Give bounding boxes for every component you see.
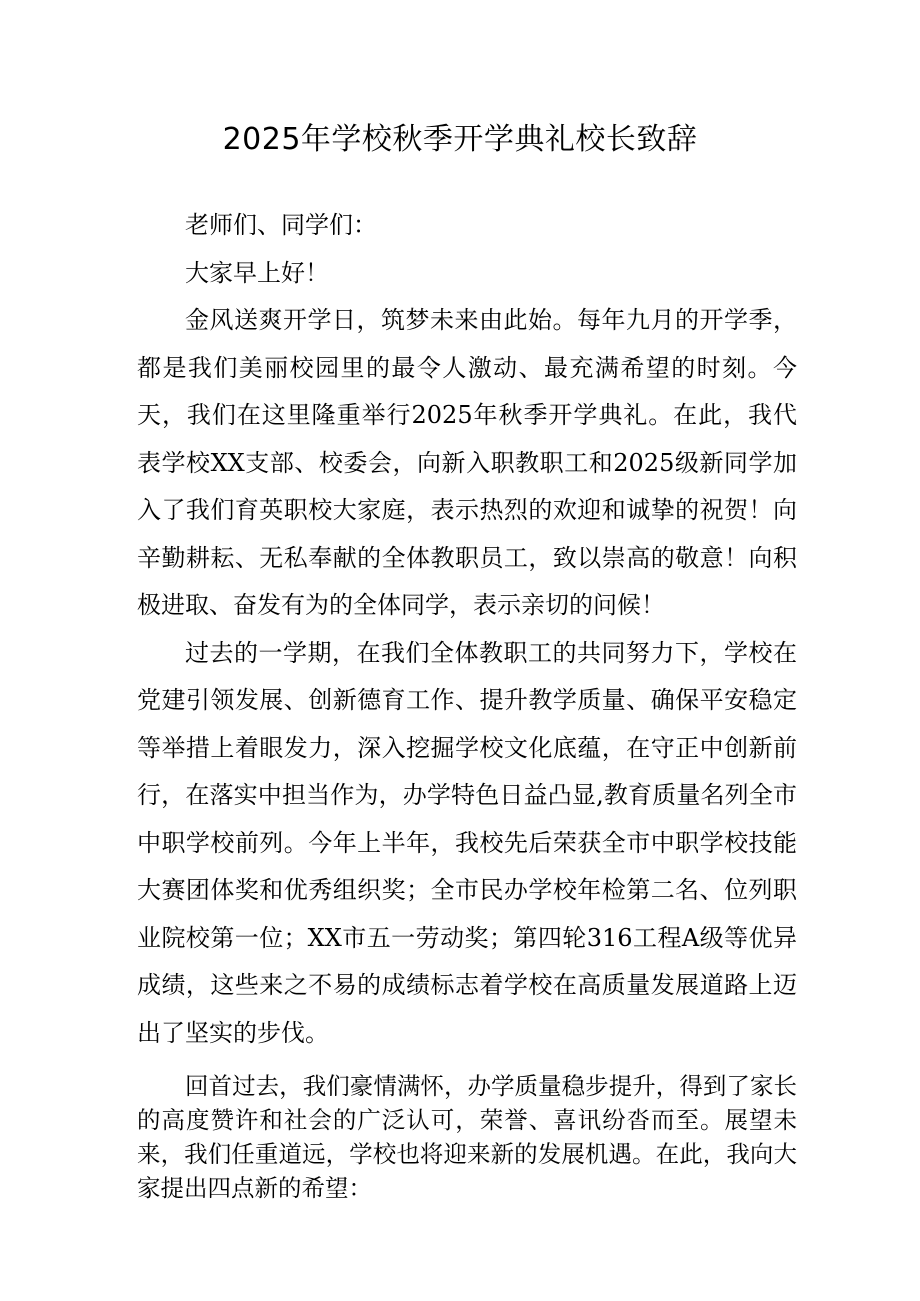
salutation: 老师们、同学们： <box>185 211 377 239</box>
paragraph-outlook: 回首过去，我们豪情满怀，办学质量稳步提升，得到了家长的高度赞许和社会的广泛认可，荣誉、喜讯纷沓而至。展望未来，我们任重道远，学校也将迎来新的发展机遇。在此，我向大家提出四点新的希望： <box>137 1072 797 1202</box>
document-body <box>137 202 797 1205</box>
paragraph-opening: 金风送爽开学日，筑梦未来由此始。每年九月的开学季，都是我们美丽校园里的最令人激动、最充满希望的时刻。今天，我们在这里隆重举行2025年秋季开学典礼。在此，我代表学校XX支部、校委会，向新入职教职工和2025级新同学加入了我们育英职校大家庭，表示热烈的欢迎和诚挚的祝贺！向辛勤耕耘、无私奉献的全体教职员工，致以崇高的敬意！向积极进取、奋发有为的全体同学，表示亲切的问候！ <box>137 306 797 619</box>
paragraph-achievements: 过去的一学期，在我们全体教职工的共同努力下，学校在党建引领发展、创新德育工作、提升教学质量、确保平安稳定等举措上着眼发力，深入挖掘学校文化底蕴，在守正中创新前行，在落实中担当作为，办学特色日益凸显,教育质量名列全市中职学校前列。今年上半年，我校先后荣获全市中职学校技能大赛团体奖和优秀组织奖；全市民办学校年检第二名、位列职业院校第一位；XX市五一劳动奖；第四轮316工程A级等优异成绩，这些来之不易的成绩标志着学校在高质量发展道路上迈出了坚实的步伐。 <box>137 638 797 1047</box>
document-title: 2025年学校秋季开学典礼校长致辞 <box>222 122 698 157</box>
greeting: 大家早上好！ <box>185 258 329 287</box>
